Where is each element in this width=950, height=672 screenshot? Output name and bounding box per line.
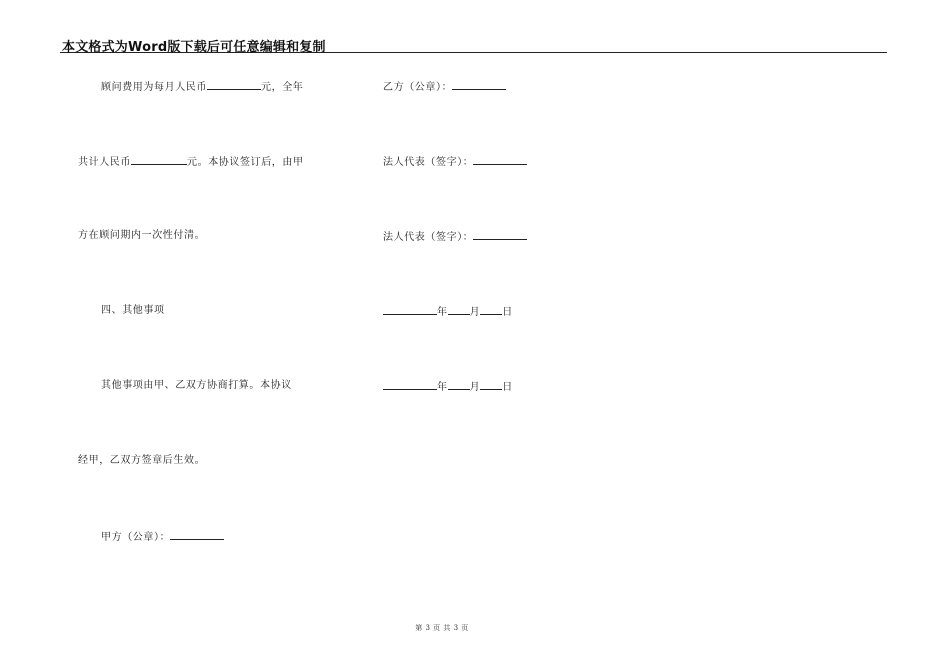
legal-rep-label-1: 法人代表（签字）： <box>383 157 474 168</box>
page-number-footer: 第 3 页 共 3 页 <box>415 624 469 632</box>
date-line-2 <box>383 379 513 395</box>
year-blank-2 <box>383 379 437 390</box>
month-blank-1 <box>448 304 470 315</box>
legal-rep-label-2: 法人代表（签字）： <box>383 232 474 243</box>
legal-rep-line-1 <box>383 154 527 170</box>
party-a-seal-line <box>101 529 224 545</box>
day-blank-2 <box>480 379 502 390</box>
fee-total-line <box>78 154 304 170</box>
month-label-1: 月 <box>469 307 481 318</box>
fee-annual-text: 元，全年 <box>261 82 304 93</box>
day-label-1: 日 <box>502 307 513 318</box>
year-label-2: 年 <box>437 382 448 393</box>
fee-total-text: 共计人民币 <box>78 157 131 168</box>
year-label-1: 年 <box>437 307 448 318</box>
header-divider <box>60 52 887 53</box>
day-label-2: 日 <box>502 382 513 393</box>
fee-monthly-line <box>101 79 303 95</box>
party-a-seal-label: 甲方（公章）： <box>101 532 171 543</box>
legal-rep-line-2 <box>383 229 527 245</box>
party-b-seal-label: 乙方（公章）： <box>383 82 453 93</box>
day-blank-1 <box>480 304 502 315</box>
document-header-title: 本文格式为Word版下载后可任意编辑和复制 <box>62 40 326 55</box>
party-b-seal-line <box>383 79 506 95</box>
effective-clause-line: 经甲，乙双方签章后生效。 <box>78 455 206 466</box>
other-matters-line: 其他事项由甲、乙双方协商打算。本协议 <box>101 380 292 391</box>
party-b-seal-blank <box>452 79 506 90</box>
total-amount-blank <box>131 154 187 165</box>
legal-rep-blank-1 <box>473 154 527 165</box>
party-a-seal-blank <box>170 529 224 540</box>
section-four-heading: 四、其他事项 <box>101 305 165 316</box>
year-blank-1 <box>383 304 437 315</box>
month-blank-2 <box>448 379 470 390</box>
fee-signing-text: 元。本协议签订后，由甲 <box>187 157 304 168</box>
monthly-amount-blank <box>207 79 261 90</box>
legal-rep-blank-2 <box>473 229 527 240</box>
date-line-1 <box>383 304 513 320</box>
payment-terms-line: 方在顾问期内一次性付清。 <box>78 230 206 241</box>
fee-monthly-text: 顾问费用为每月人民币 <box>101 82 207 93</box>
month-label-2: 月 <box>469 382 481 393</box>
